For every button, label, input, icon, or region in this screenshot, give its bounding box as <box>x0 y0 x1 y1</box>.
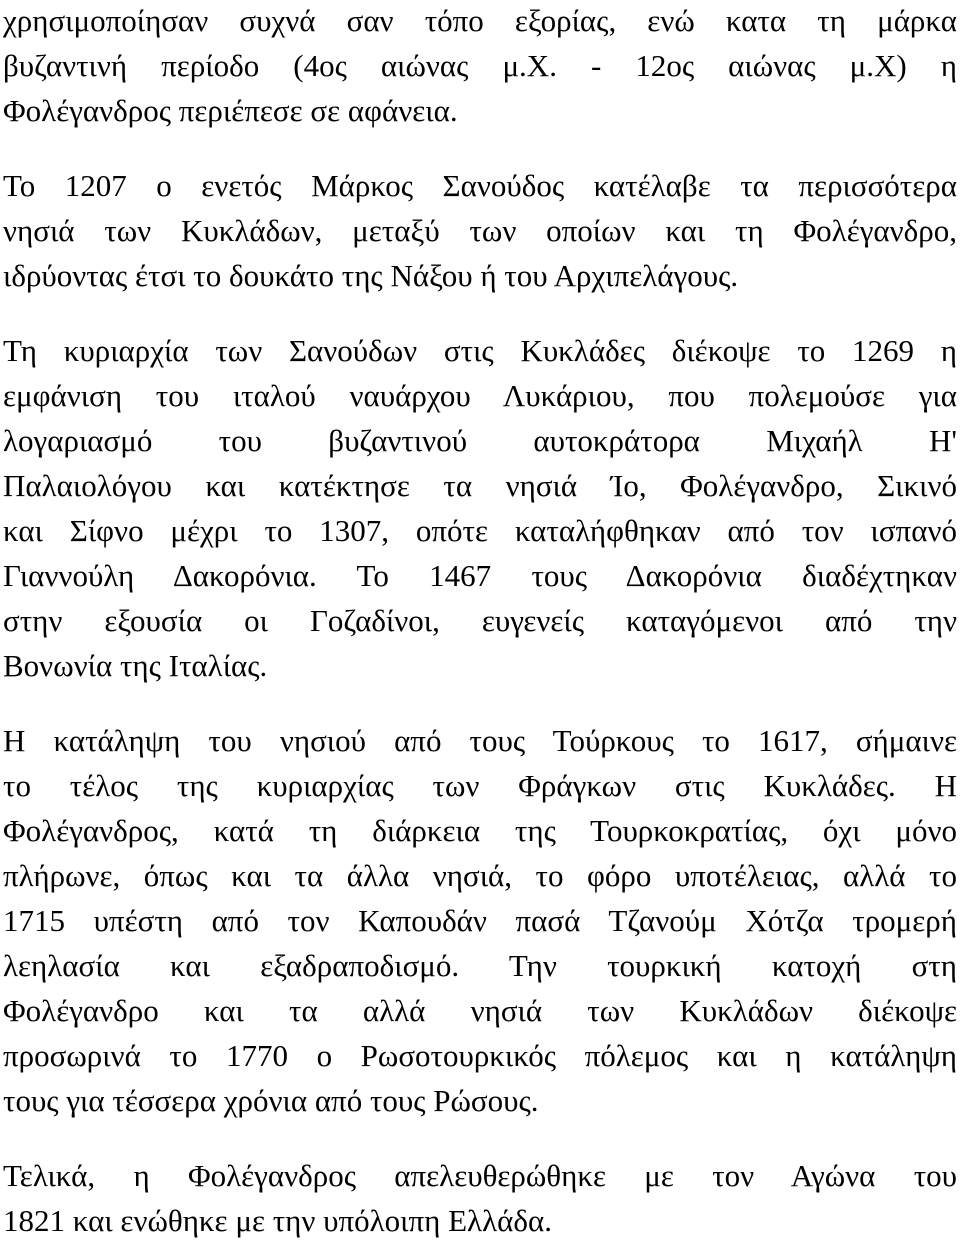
text-line: Το 1207 ο ενετός Μάρκος Σανούδος κατέλαβε τα περισσότερα <box>3 168 957 203</box>
text-line: ιδρύοντας έτσι το δουκάτο της Νάξου ή του Αρχιπελάγους. <box>3 258 739 293</box>
text-line: Φολέγανδρος περιέπεσε σε αφάνεια. <box>3 93 458 128</box>
text-line: νησιά των Κυκλάδων, μεταξύ των οποίων και τη Φολέγανδρο, <box>3 213 957 248</box>
text-line: προσωρινά το 1770 ο Ρωσοτουρκικός πόλεμος και η κατάληψη <box>3 1038 957 1073</box>
paragraph-1 <box>3 0 957 133</box>
text-line: λεηλασία και εξαδραποδισμό. Την τουρκική κατοχή στη <box>3 948 957 983</box>
text-line: το τέλος της κυριαρχίας των Φράγκων στις Κυκλάδες. Η <box>3 768 957 803</box>
text-line: τους για τέσσερα χρόνια από τους Ρώσους. <box>3 1083 539 1118</box>
text-line: Η κατάληψη του νησιού από τους Τούρκους το 1617, σήμαινε <box>3 723 957 758</box>
text-line: Βονωνία της Ιταλίας. <box>3 648 268 683</box>
paragraph-2 <box>3 163 957 298</box>
text-line: και Σίφνο μέχρι το 1307, οπότε καταλήφθηκαν από τον ισπανό <box>3 513 957 548</box>
text-line: 1821 και ενώθηκε με την υπόλοιπη Ελλάδα. <box>3 1203 552 1238</box>
paragraph-5 <box>3 1153 957 1243</box>
text-line: 1715 υπέστη από τον Καπουδάν πασά Τζανούμ Χότζα τρομερή <box>3 903 957 938</box>
text-line: Γιαννούλη Δακορόνια. Το 1467 τους Δακορόνια διαδέχτηκαν <box>3 558 957 593</box>
text-line: Τη κυριαρχία των Σανούδων στις Κυκλάδες διέκοψε το 1269 η <box>3 333 957 368</box>
paragraph-gap <box>3 133 957 163</box>
text-line: Φολέγανδρο και τα αλλά νησιά των Κυκλάδων διέκοψε <box>3 993 957 1028</box>
text-line: Τελικά, η Φολέγανδρος απελευθερώθηκε με τον Αγώνα του <box>3 1158 957 1193</box>
text-line: Φολέγανδρος, κατά τη διάρκεια της Τουρκοκρατίας, όχι μόνο <box>3 813 957 848</box>
text-line: χρησιμοποίησαν συχνά σαν τόπο εξορίας, ενώ κατα τη μάρκα <box>3 3 957 38</box>
paragraph-3 <box>3 328 957 688</box>
paragraph-gap <box>3 688 957 718</box>
text-line: εμφάνιση του ιταλού ναυάρχου Λυκάριου, που πολεμούσε για <box>3 378 957 413</box>
text-line: πλήρωνε, όπως και τα άλλα νησιά, το φόρο υποτέλειας, αλλά το <box>3 858 957 893</box>
paragraph-gap <box>3 1123 957 1153</box>
text-line: στην εξουσία οι Γοζαδίνοι, ευγενείς καταγόμενοι από την <box>3 603 957 638</box>
text-line: λογαριασμό του βυζαντινού αυτοκράτορα Μιχαήλ Η' <box>3 423 957 458</box>
text-line: βυζαντινή περίοδο (4ος αιώνας μ.Χ. - 12ος αιώνας μ.Χ) η <box>3 48 957 83</box>
paragraph-gap <box>3 298 957 328</box>
paragraph-4 <box>3 718 957 1123</box>
text-line: Παλαιολόγου και κατέκτησε τα νησιά Ίο, Φολέγανδρο, Σικινό <box>3 468 957 503</box>
